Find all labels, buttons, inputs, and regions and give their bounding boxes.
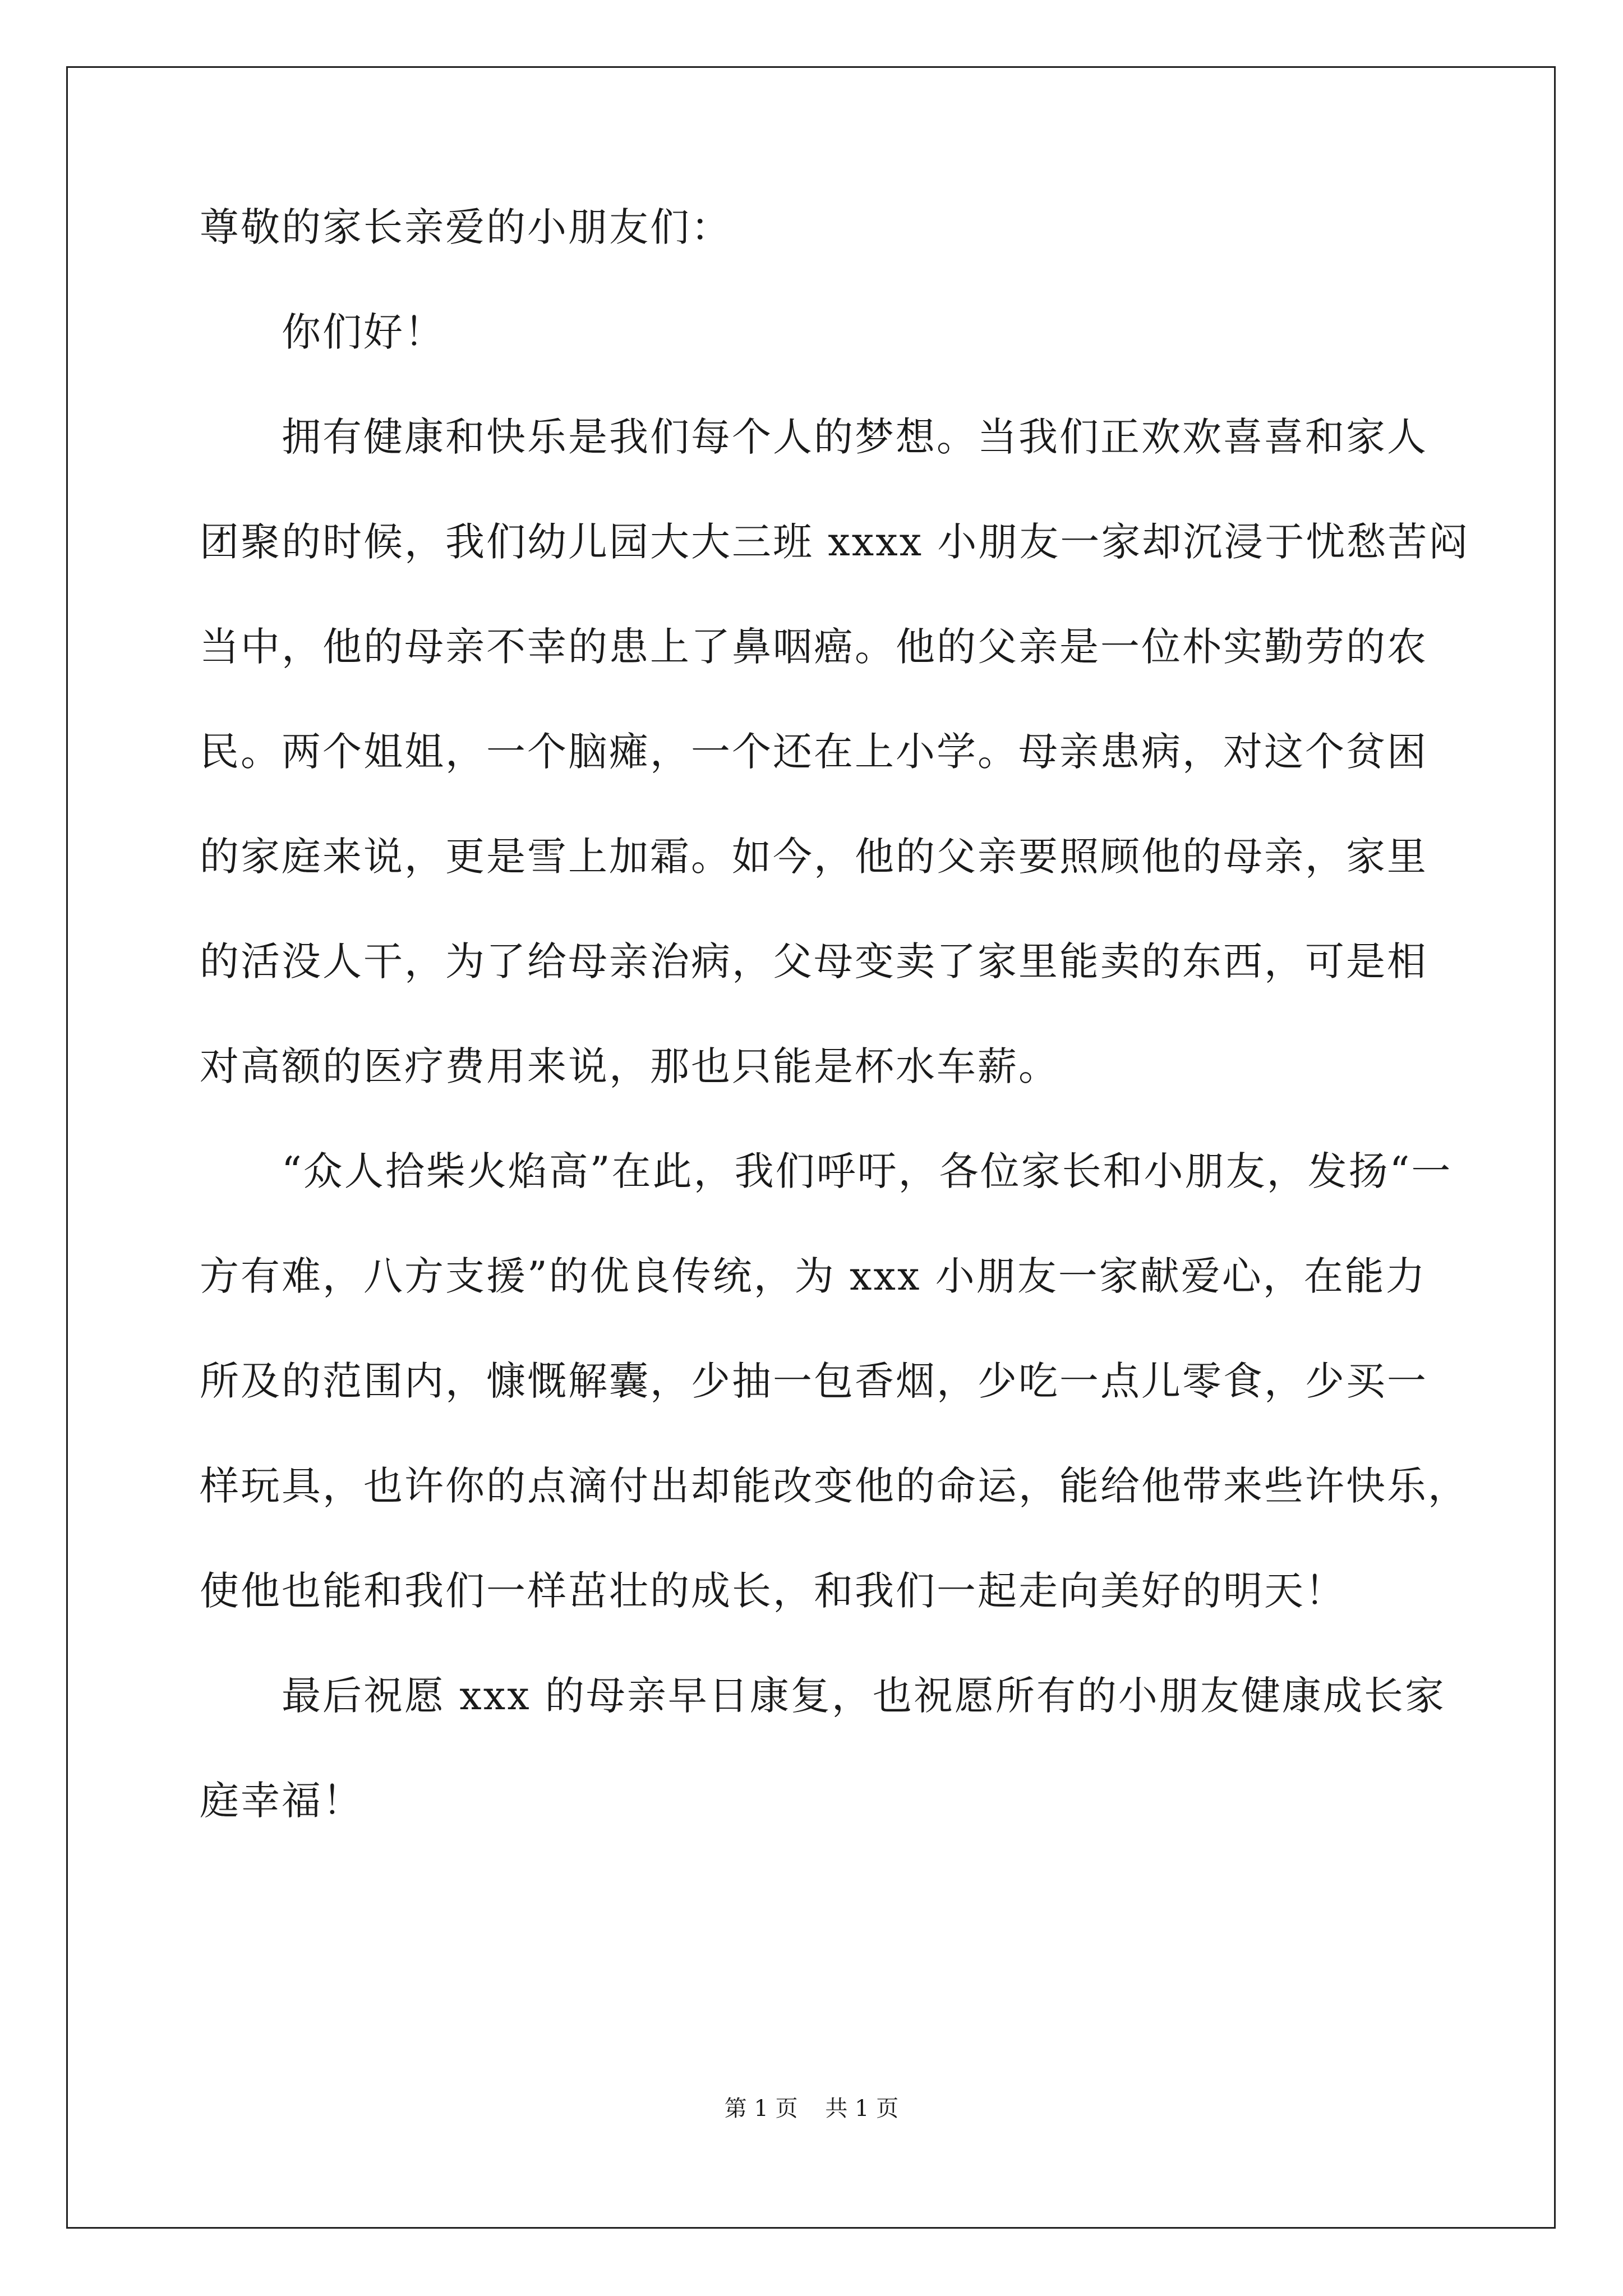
paragraph-line: 方有难，八方支援”的优良传统，为 xxx 小朋友一家献爱心，在能力: [200, 1253, 1427, 1299]
paragraph-line: 最后祝愿 xxx 的母亲早日康复，也祝愿所有的小朋友健康成长家: [282, 1673, 1446, 1719]
paragraph-line: 使他也能和我们一样茁壮的成长，和我们一起走向美好的明天！: [200, 1568, 1346, 1614]
paragraph-line: 样玩具，也许你的点滴付出却能改变他的命运，能给他带来些许快乐，: [200, 1463, 1469, 1509]
paragraph-line: 的活没人干，为了给母亲治病，父母变卖了家里能卖的东西，可是相: [200, 938, 1428, 984]
page-footer: [0, 2095, 1623, 2123]
paragraph-line: 的家庭来说，更是雪上加霜。如今，他的父亲要照顾他的母亲，家里: [200, 834, 1428, 880]
paragraph-3: [200, 1673, 1446, 1824]
page-number-total: 共 1 页: [825, 2096, 899, 2122]
greeting: 你们好！: [282, 309, 445, 355]
paragraph-line: 拥有健康和快乐是我们每个人的梦想。当我们正欢欢喜喜和家人: [282, 414, 1428, 460]
paragraph-1: [200, 414, 1470, 1089]
paragraph-line: “众人拾柴火焰高”在此，我们呼吁，各位家长和小朋友，发扬“一: [282, 1148, 1453, 1194]
paragraph-2: [200, 1148, 1469, 1614]
paragraph-line: 对高额的医疗费用来说，那也只能是杯水车薪。: [200, 1043, 1059, 1089]
document-body: [200, 204, 1470, 1886]
paragraph-line: 团聚的时候，我们幼儿园大大三班 xxxx 小朋友一家却沉浸于忧愁苦闷: [200, 519, 1470, 565]
page-number-current: 第 1 页: [724, 2096, 798, 2122]
paragraph-line: 民。两个姐姐，一个脑瘫，一个还在上小学。母亲患病，对这个贫困: [200, 729, 1428, 775]
paragraph-line: 所及的范围内，慷慨解囊，少抽一包香烟，少吃一点儿零食，少买一: [200, 1358, 1428, 1404]
salutation: 尊敬的家长亲爱的小朋友们：: [200, 204, 732, 250]
paragraph-line: 当中，他的母亲不幸的患上了鼻咽癌。他的父亲是一位朴实勤劳的农: [200, 624, 1428, 670]
paragraph-line: 庭幸福！: [200, 1778, 363, 1824]
